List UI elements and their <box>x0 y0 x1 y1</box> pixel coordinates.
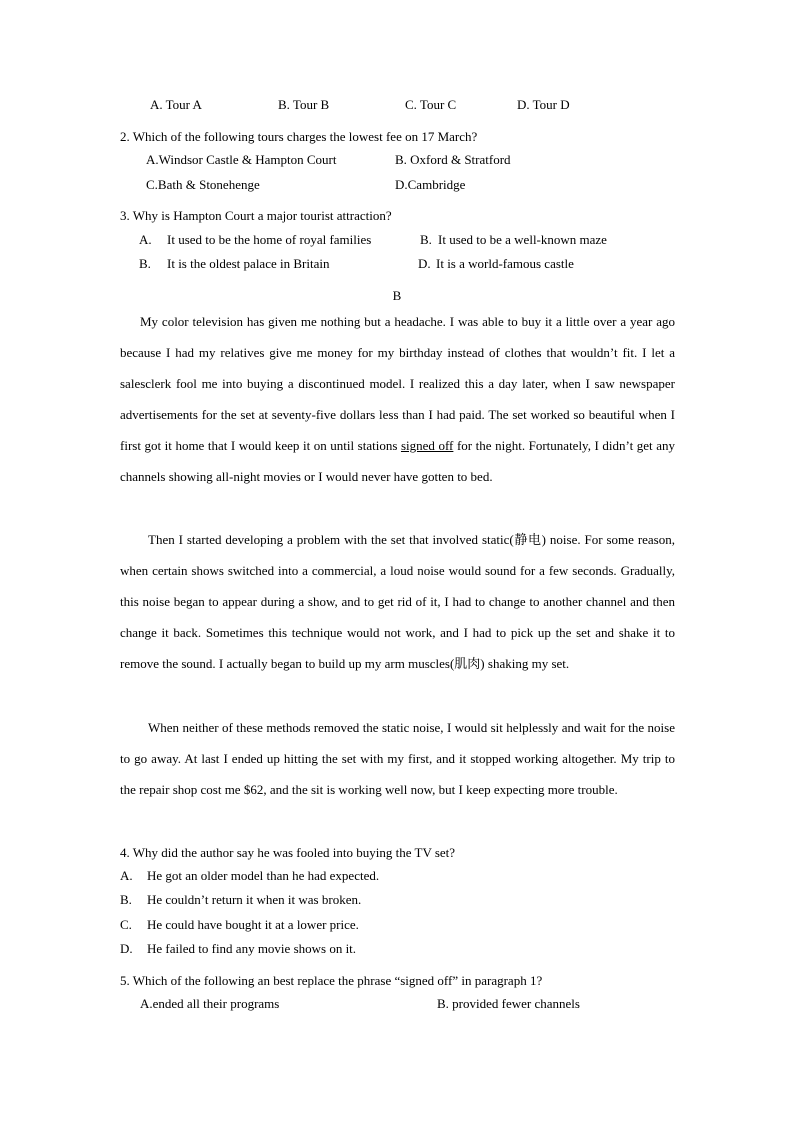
q3-option-1-text: It used to be the home of royal families <box>167 232 372 247</box>
q2-option-a: A.Windsor Castle & Hampton Court <box>146 152 337 167</box>
q1-option-c: C. Tour C <box>405 97 457 112</box>
signed-off-phrase: signed off <box>400 438 454 453</box>
q5-option-a: A.ended all their programs <box>140 996 280 1011</box>
q3-option-4-text: It is a world-famous castle <box>436 256 574 271</box>
q3-option-2-text: It used to be a well-known maze <box>438 232 607 247</box>
q3-option-4-letter: D. <box>418 256 431 271</box>
passage-paragraph-2 <box>120 524 675 679</box>
passage-paragraph-1 <box>120 306 675 492</box>
q1-option-b: B. Tour B <box>278 97 330 112</box>
q3-option-3-text: It is the oldest palace in Britain <box>167 256 330 271</box>
q4-option-b-letter: B. <box>120 892 132 907</box>
q3-option-3-letter: B. <box>139 256 151 271</box>
q4-option-c-text: He could have bought it at a lower price. <box>147 917 359 932</box>
q4-option-d-text: He failed to find any movie shows on it. <box>147 941 357 956</box>
q1-option-a: A. Tour A <box>150 97 202 112</box>
q5-stem: 5. Which of the following an best replace the phrase “signed off” in paragraph 1? <box>120 973 543 988</box>
q1-option-d: D. Tour D <box>517 97 570 112</box>
q2-stem: 2. Which of the following tours charges the lowest fee on 17 March? <box>120 129 478 144</box>
q4-option-a-letter: A. <box>120 868 133 883</box>
passage-p1-text: My color television has given me nothing but a headache. I was able to buy it a little over a year ago because I had my relatives give me money for my birthday instead of clothes that wouldn’t fit. I let a salesclerk fool me into buying a discontinued model. I realized this a day later, when I saw newspaper advertisements for the set at seventy-five dollars less than I had paid. The set worked so beautiful when I first got it home that I would keep it on until stations <box>120 314 675 453</box>
q4-option-d-letter: D. <box>120 941 133 956</box>
passage-p2-text: Then I started developing a problem with the set that involved static(静电) noise. For some reason, when certain shows switched into a commercial, a loud noise would sound for a few seconds. Gradually, this noise began to appear during a show, and to get rid of it, I had to change to another channel and then change it back. Sometimes this technique would not work, and I had to pick up the set and shake it to remove the sound. I actually began to build up my arm muscles(肌肉) shaking my set. <box>120 532 675 671</box>
passage-p1-tail: for the night. Fortunately, I didn’t get any channels showing all-night movies or I would never have gotten to bed. <box>120 438 675 484</box>
q3-option-1-letter: A. <box>139 232 152 247</box>
q4-stem: 4. Why did the author say he was fooled into buying the TV set? <box>120 845 456 860</box>
q4-option-c-letter: C. <box>120 917 132 932</box>
q4-option-b-text: He couldn’t return it when it was broken. <box>147 892 362 907</box>
q2-option-d: D.Cambridge <box>395 177 466 192</box>
q5-option-b: B. provided fewer channels <box>437 996 580 1011</box>
q3-option-2-letter: B. <box>420 232 432 247</box>
passage-paragraph-3 <box>120 712 675 805</box>
q3-stem: 3. Why is Hampton Court a major tourist attraction? <box>120 208 392 223</box>
q4-option-a-text: He got an older model than he had expected. <box>147 868 380 883</box>
section-label: B <box>392 288 402 303</box>
passage-p3-text: When neither of these methods removed the static noise, I would sit helplessly and wait for the noise to go away. At last I ended up hitting the set with my first, and it stopped working altogether. My trip to the repair shop cost me $62, and the sit is working well now, but I keep expecting more trouble. <box>120 720 675 797</box>
q2-option-c: C.Bath & Stonehenge <box>146 177 260 192</box>
q2-option-b: B. Oxford & Stratford <box>395 152 511 167</box>
